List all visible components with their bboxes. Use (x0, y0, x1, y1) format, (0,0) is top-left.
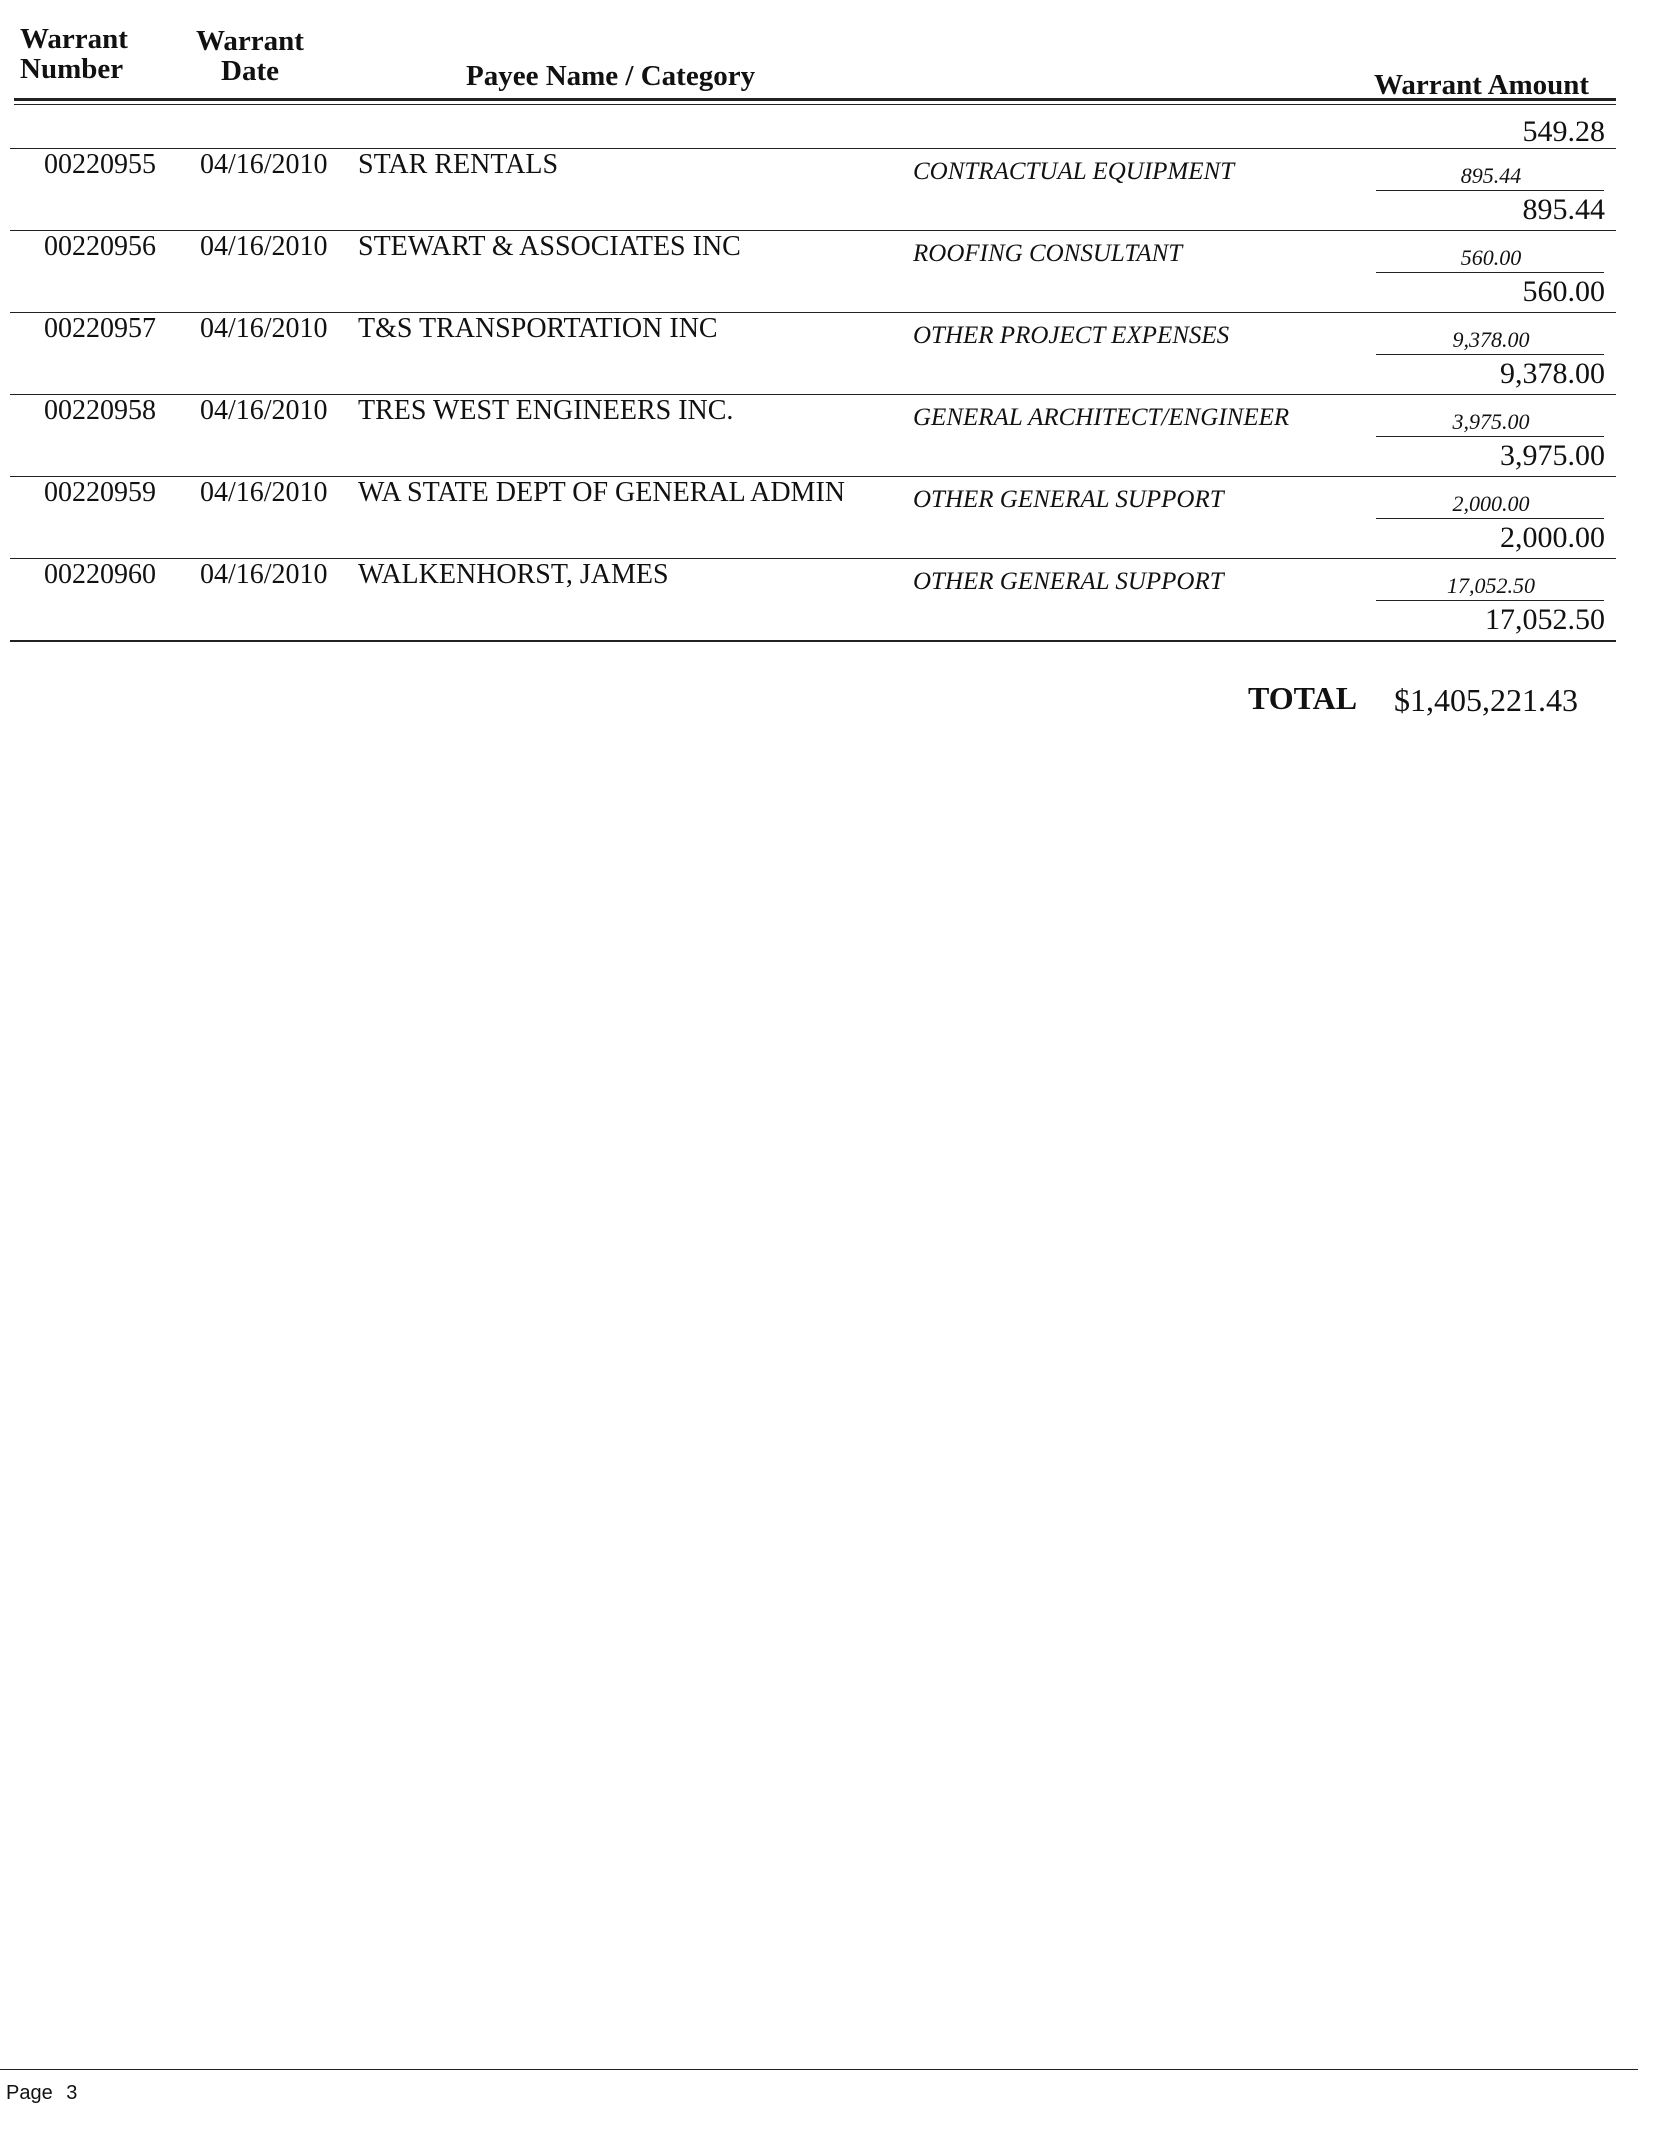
payee-name: WALKENHORST, JAMES (358, 559, 669, 590)
payee-category: CONTRACTUAL EQUIPMENT (913, 158, 1235, 185)
page-label: Page (6, 2082, 53, 2104)
subtotal-rule (1376, 354, 1604, 355)
payee-name: STEWART & ASSOCIATES INC (358, 231, 741, 262)
table-end-rule (10, 640, 1616, 642)
row-total: 9,378.00 (1500, 357, 1605, 390)
page-indicator (6, 2082, 77, 2105)
row-total: 895.44 (1522, 193, 1605, 226)
warrant-number: 00220960 (44, 559, 156, 590)
header-amount: Warrant Amount (1374, 69, 1590, 101)
header-warrant-date-line1: Warrant (196, 25, 304, 57)
warrant-number: 00220958 (44, 395, 156, 426)
header-warrant-date (188, 26, 312, 86)
header-warrant-date-line2: Date (221, 55, 279, 87)
page-number: 3 (66, 2082, 78, 2104)
warrant-date: 04/16/2010 (200, 477, 328, 508)
grand-total-value: $1,405,221.43 (1394, 682, 1578, 718)
warrant-date: 04/16/2010 (200, 231, 328, 262)
payee-category: ROOFING CONSULTANT (913, 240, 1183, 267)
line-amount: 2,000.00 (1452, 491, 1530, 516)
line-amount: 3,975.00 (1452, 409, 1530, 434)
subtotal-rule (1376, 600, 1604, 601)
warrant-date: 04/16/2010 (200, 559, 328, 590)
warrant-date: 04/16/2010 (200, 313, 328, 344)
header-warrant-number (20, 24, 128, 84)
warrant-number: 00220959 (44, 477, 156, 508)
header-warrant-number-line1: Warrant (20, 23, 128, 55)
payee-category: OTHER GENERAL SUPPORT (913, 568, 1224, 595)
subtotal-rule (1376, 518, 1604, 519)
subtotal-rule (1376, 190, 1604, 191)
warrant-number: 00220957 (44, 313, 156, 344)
line-amount: 560.00 (1460, 245, 1522, 270)
payee-category: OTHER GENERAL SUPPORT (913, 486, 1224, 513)
footer-rule (0, 2069, 1638, 2070)
subtotal-rule (1376, 436, 1604, 437)
warrant-number: 00220956 (44, 231, 156, 262)
payee-name: STAR RENTALS (358, 149, 559, 180)
payee-name: T&S TRANSPORTATION INC (358, 313, 718, 344)
warrant-date: 04/16/2010 (200, 149, 328, 180)
header-payee: Payee Name / Category (466, 60, 756, 92)
row-total: 2,000.00 (1500, 521, 1605, 554)
subtotal-rule (1376, 272, 1604, 273)
payee-name: TRES WEST ENGINEERS INC. (358, 395, 734, 426)
carryover-amount: 549.28 (1522, 115, 1605, 148)
line-amount: 895.44 (1460, 163, 1522, 188)
warrant-date: 04/16/2010 (200, 395, 328, 426)
header-rule-bottom (14, 104, 1616, 105)
payee-name: WA STATE DEPT OF GENERAL ADMIN (358, 477, 845, 508)
row-total: 3,975.00 (1500, 439, 1605, 472)
line-amount: 17,052.50 (1447, 573, 1535, 598)
header-rule-top (14, 98, 1616, 101)
grand-total-label: TOTAL (1248, 680, 1358, 716)
row-total: 17,052.50 (1485, 603, 1605, 636)
payee-category: GENERAL ARCHITECT/ENGINEER (913, 404, 1290, 431)
line-amount: 9,378.00 (1452, 327, 1530, 352)
warrant-number: 00220955 (44, 149, 156, 180)
row-total: 560.00 (1522, 275, 1605, 308)
header-warrant-number-line2: Number (20, 53, 124, 85)
payee-category: OTHER PROJECT EXPENSES (913, 322, 1230, 349)
